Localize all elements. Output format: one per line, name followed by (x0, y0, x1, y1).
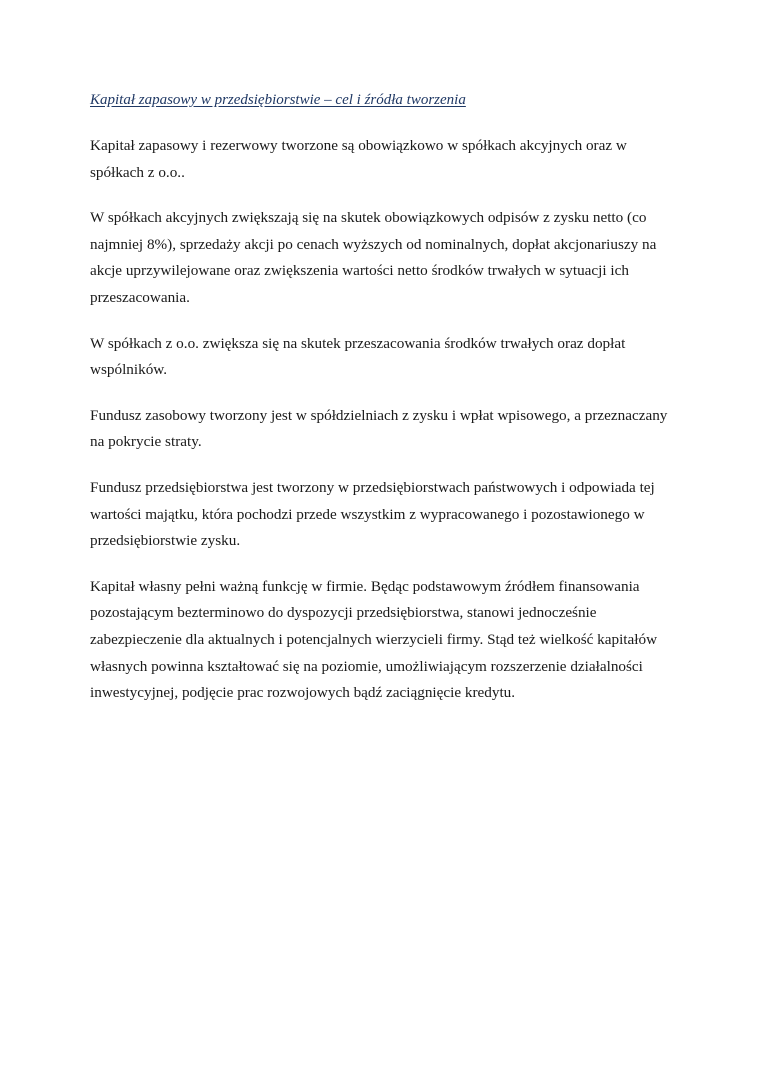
paragraph-enterprise-fund: Fundusz przedsiębiorstwa jest tworzony w przedsiębiorstwach państwowych i odpowiada tej wartości majątku, która pochodzi przede wszystkim z wypracowanego i pozostawionego w przedsiębiorstwie zysku. (90, 478, 655, 550)
document-title: Kapitał zapasowy w przedsiębiorstwie – cel i źródła tworzenia (90, 92, 466, 108)
paragraph-joint-stock-companies: W spółkach akcyjnych zwiększają się na skutek obowiązkowych odpisów z zysku netto (co najmniej 8%), sprzedaży akcji po cenach wyższych od nominalnych, dopłat akcjonariuszy na akcje uprzywilejowane oraz zwiększenia wartości netto środków trwałych w sytuacji ich przeszacowania. (90, 209, 657, 306)
paragraph-reserve-capital: Kapitał zapasowy i rezerwowy tworzone są obowiązkowo w spółkach akcyjnych oraz w spółkach z o.o.. (90, 137, 627, 181)
paragraph-equity-capital: Kapitał własny pełni ważną funkcję w firmie. Będąc podstawowym źródłem finansowania pozostającym bezterminowo do dyspozycji przedsiębiorstwa, stanowi jednocześnie zabezpieczenie dla aktualnych i potencjalnych wierzycieli firmy. Stąd też wielkość kapitałów własnych powinna kształtować się na poziomie, umożliwiającym rozszerzenie działalności inwestycyjnej, podjęcie prac rozwojowych bądź zaciągnięcie kredytu. (90, 577, 658, 702)
document-body (90, 89, 670, 726)
paragraph-reserve-fund: Fundusz zasobowy tworzony jest w spółdzielniach z zysku i wpłat wpisowego, a przeznaczany na pokrycie straty. (90, 406, 668, 451)
paragraph-limited-companies: W spółkach z o.o. zwiększa się na skutek przeszacowania środków trwałych oraz dopłat wspólników. (90, 334, 626, 379)
